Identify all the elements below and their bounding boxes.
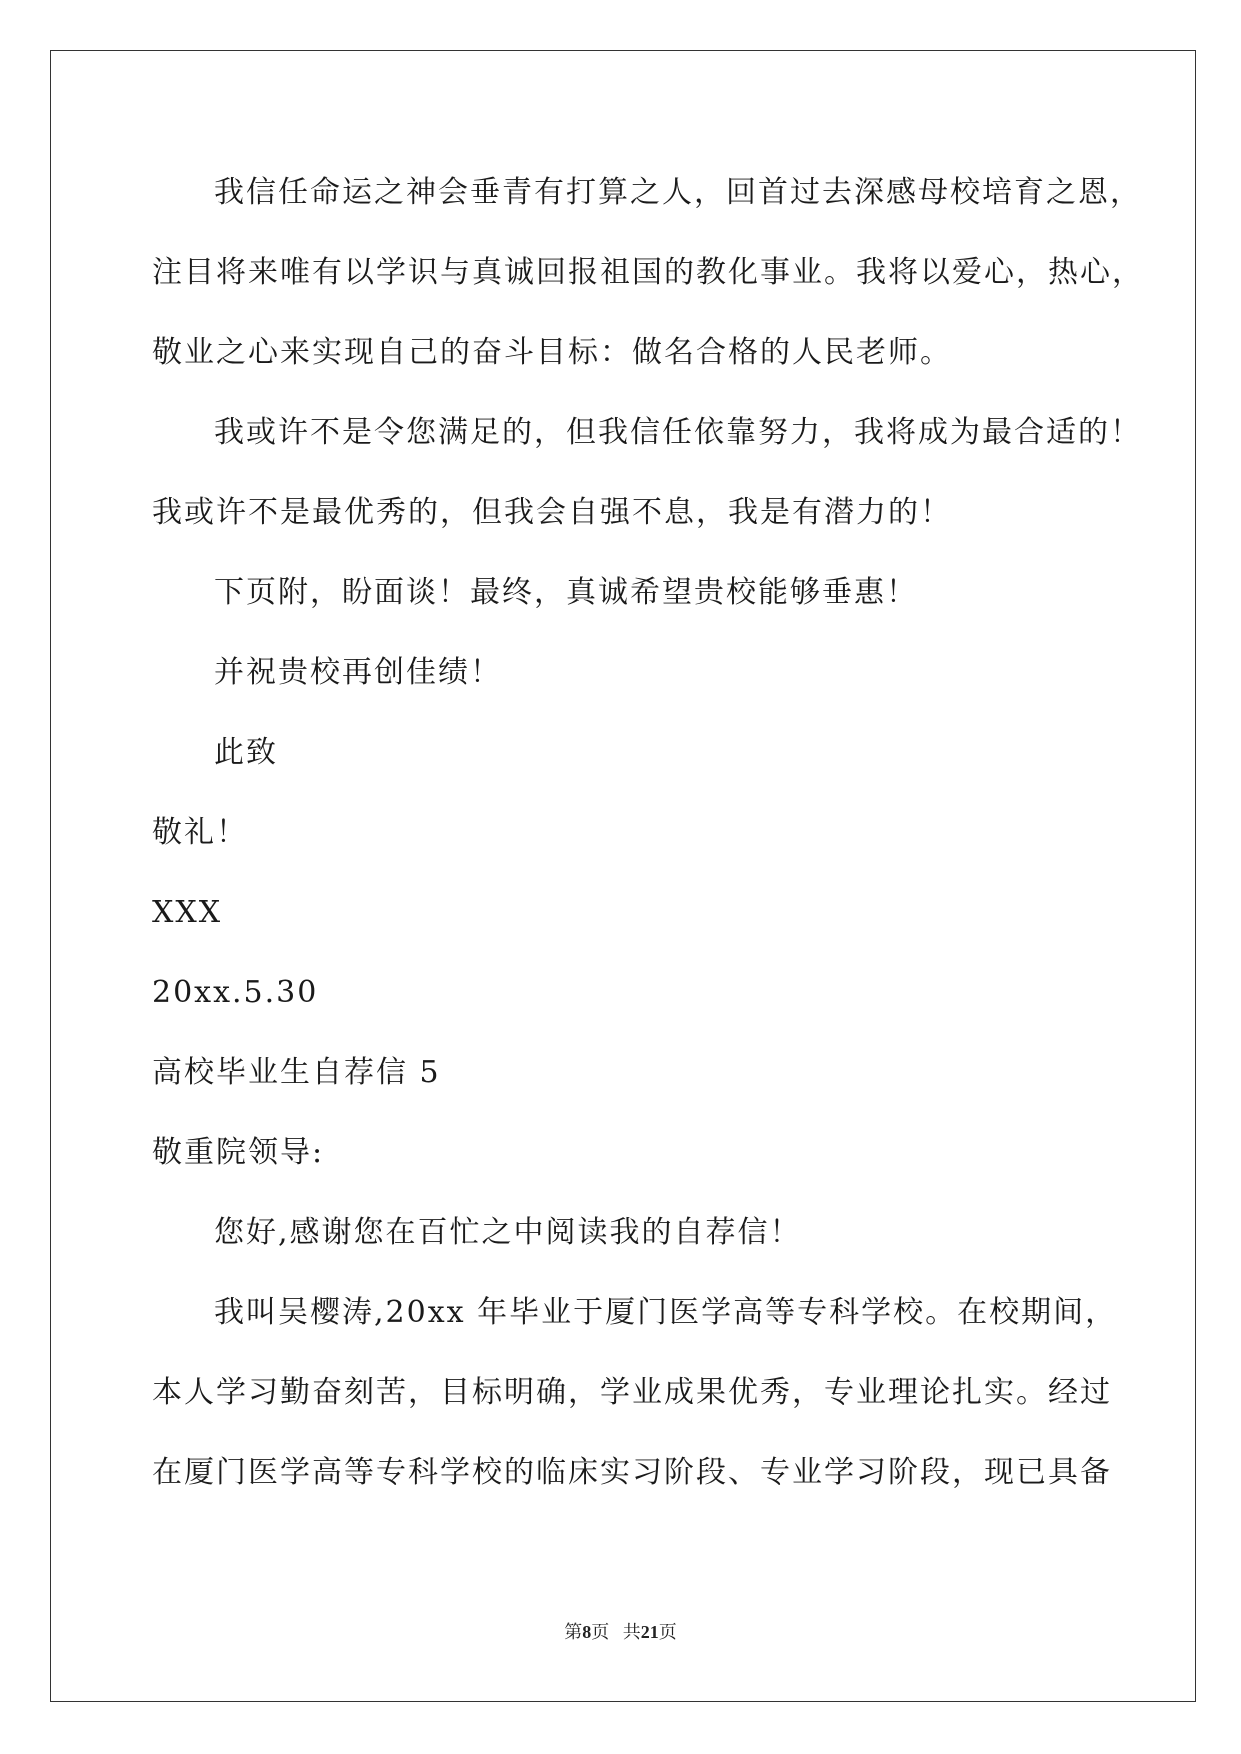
- text-line: 并祝贵校再创佳绩！: [214, 655, 502, 690]
- greeting: 敬重院领导:: [152, 1135, 325, 1170]
- signature-date: 20xx.5.30: [152, 975, 319, 1010]
- footer-total-suffix: 页: [658, 1622, 677, 1642]
- text-line: 本人学习勤奋刻苦，目标明确，学业成果优秀，专业理论扎实。经过: [152, 1375, 1112, 1410]
- footer-page-number: 8: [582, 1622, 592, 1642]
- text-line: 注目将来唯有以学识与真诚回报祖国的教化事业。我将以爱心，热心，: [152, 255, 1144, 290]
- text-line: 我或许不是令您满足的，但我信任依靠努力，我将成为最合适的！: [214, 415, 1142, 450]
- page-footer: [0, 1620, 1241, 1644]
- footer-page-suffix: 页: [591, 1622, 610, 1642]
- footer-total-prefix: 共: [622, 1622, 641, 1642]
- footer-total-pages: 21: [640, 1622, 659, 1642]
- footer-prefix: 第: [564, 1622, 583, 1642]
- text-line: 您好,感谢您在百忙之中阅读我的自荐信！: [214, 1215, 802, 1250]
- signature-name: XXX: [152, 895, 223, 930]
- section-title: 高校毕业生自荐信 5: [152, 1055, 441, 1090]
- closing-salutation: 此致: [214, 735, 278, 770]
- closing-regards: 敬礼！: [152, 815, 248, 850]
- text-line: 在厦门医学高等专科学校的临床实习阶段、专业学习阶段，现已具备: [152, 1455, 1112, 1490]
- text-line: 敬业之心来实现自己的奋斗目标：做名合格的人民老师。: [152, 335, 952, 370]
- text-line: 我信任命运之神会垂青有打算之人，回首过去深感母校培育之恩，: [214, 175, 1142, 210]
- text-line: 我叫吴樱涛,20xx 年毕业于厦门医学高等专科学校。在校期间，: [214, 1295, 1118, 1330]
- text-line: 下页附，盼面谈！最终，真诚希望贵校能够垂惠！: [214, 575, 918, 610]
- text-line: 我或许不是最优秀的，但我会自强不息，我是有潜力的！: [152, 495, 952, 530]
